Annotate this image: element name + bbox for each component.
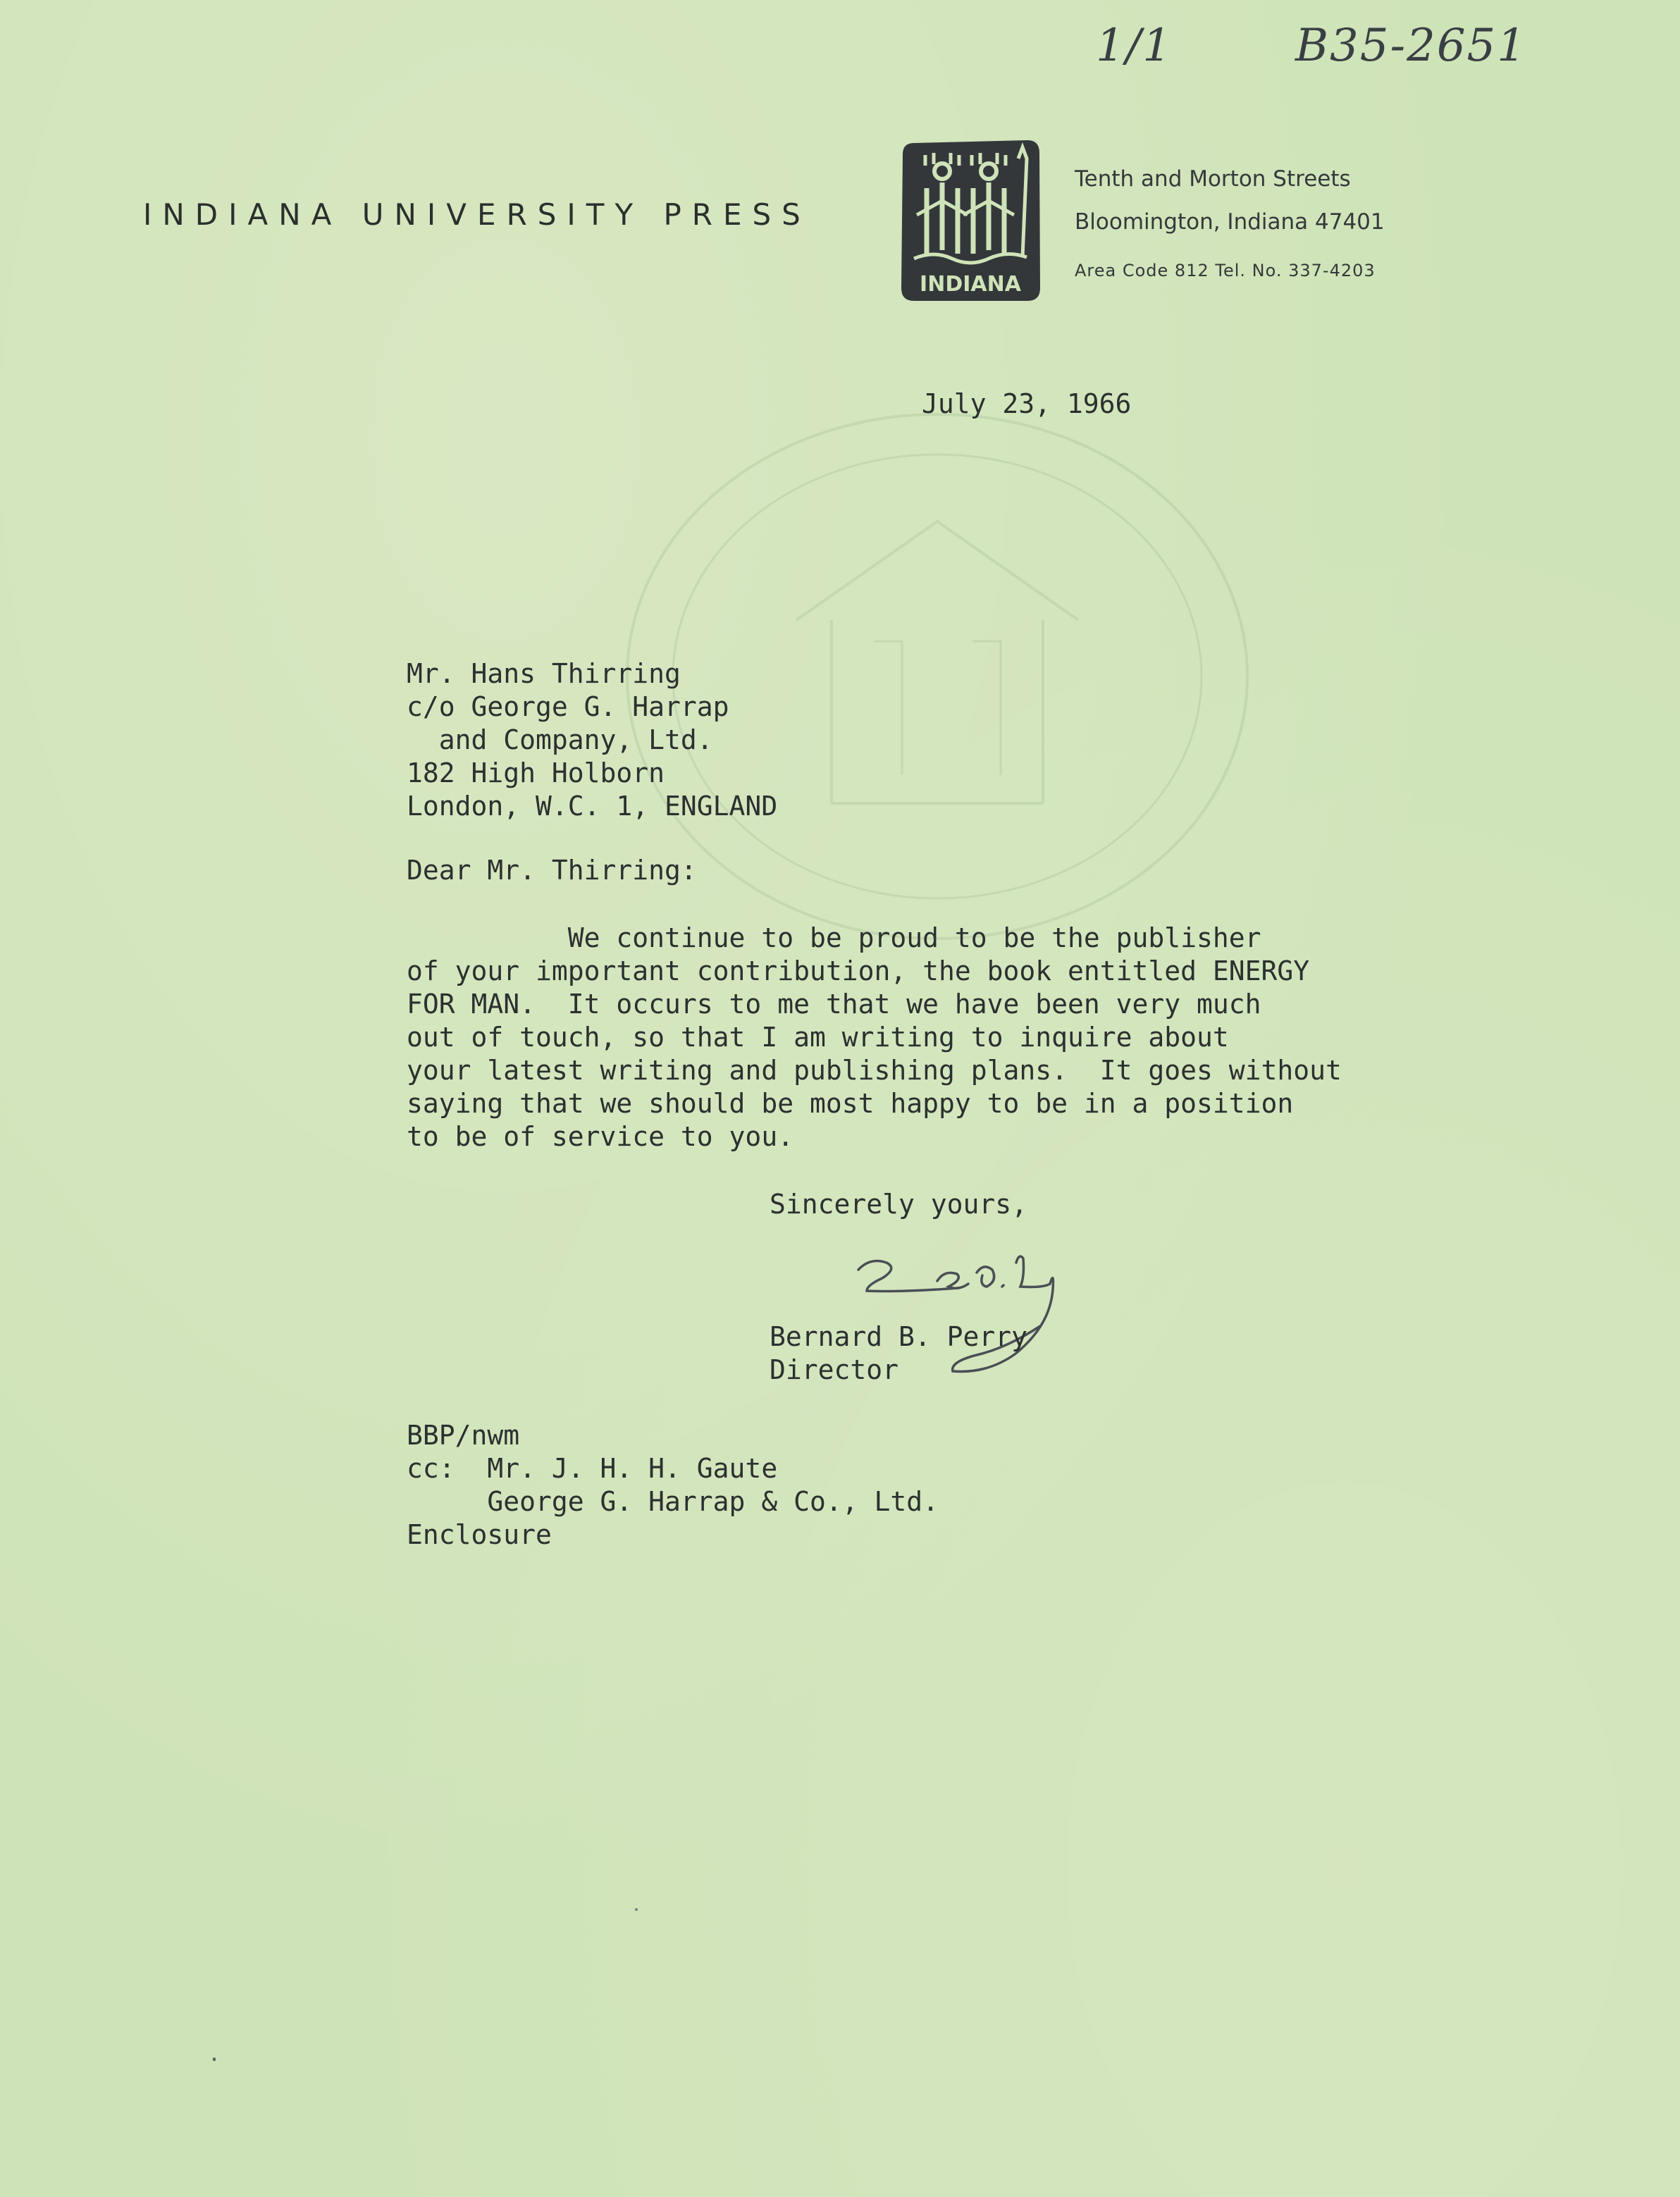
logo-label: INDIANA [920,272,1021,297]
complimentary-close: Sincerely yours, [770,1189,1028,1220]
press-logo [898,137,1043,304]
paper-speck [635,1908,638,1911]
signer-name: Bernard B. Perry [770,1321,1028,1352]
archive-page-number: 1/1 [1096,20,1173,72]
letterhead-city: Bloomington, Indiana 47401 [1075,209,1385,235]
reference-and-cc-notation: BBP/nwm cc: Mr. J. H. H. Gaute George G. Harrap & Co., Ltd. Enclosure [407,1420,939,1550]
letterhead-phone: Area Code 812 Tel. No. 337-4203 [1075,261,1376,280]
letterhead-name: INDIANA UNIVERSITY PRESS [143,197,811,232]
paper-speck [213,2057,216,2061]
inside-address: Mr. Hans Thirring c/o George G. Harrap and Company, Ltd. 182 High Holborn London, W.C. 1, ENGLAND [407,658,778,822]
signer-title: Director [770,1354,899,1385]
salutation: Dear Mr. Thirring: [407,855,697,886]
body-paragraph: We continue to be proud to be the publisher of your important contribution, the book entitled ENERGY FOR MAN. It occurs to me that we have been very much out of touch, so that I am writing to inquire about your latest writing and publishing plans. It goes without saying that we should be most happy to be in a position to be of service to you. [407,922,1342,1152]
letterhead-street: Tenth and Morton Streets [1075,166,1351,192]
archive-id: B35-2651 [1295,20,1527,72]
letter-date: July 23, 1966 [922,388,1132,419]
